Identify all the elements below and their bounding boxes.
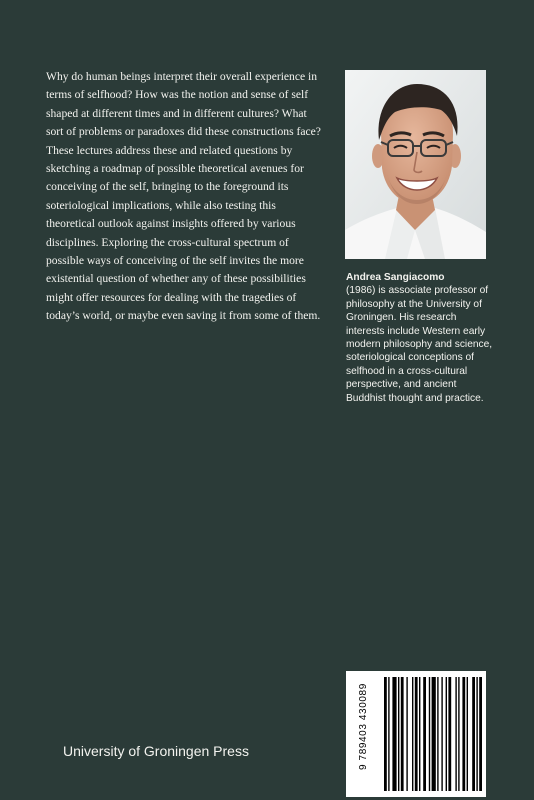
barcode-bar xyxy=(388,677,389,791)
barcode-bar xyxy=(423,677,426,791)
barcode-bar xyxy=(446,677,447,791)
barcode-bar xyxy=(467,677,468,791)
barcode-bar xyxy=(472,677,475,791)
barcode-bar xyxy=(448,677,451,791)
barcode-bar xyxy=(479,677,482,791)
barcode-bar xyxy=(455,677,456,791)
barcode-bar xyxy=(401,677,404,791)
barcode-bar xyxy=(437,677,438,791)
author-bio-text: (1986) is associate professor of philosophy at the University of Groningen. His research interests include Western early modern philosophy and science, soteriological conceptions of selfhood in a cross-cultural perspective, and ancient Buddhist thought and practice. xyxy=(346,285,493,404)
barcode-bar xyxy=(476,677,477,791)
barcode-bar xyxy=(432,677,436,791)
author-name: Andrea Sangiacomo xyxy=(346,272,445,283)
barcode-bar xyxy=(462,677,465,791)
author-portrait-photo xyxy=(345,70,486,259)
back-cover-blurb: Why do human beings interpret their overall experience in terms of selfhood? How was the notion and sense of self shaped at different times and in different cultures? What sort of problems or paradoxes did these constructions face? These lectures address these and related questions by sketching a roadmap of possible theoretical avenues for conceiving of the self, bringing to the foreground its soteriological implications, while also testing this theoretical outlook against insights offered by various disciplines. Exploring the cross-cultural spectrum of possible ways of conceiving of the self invites the more existential question of whether any of these possibilities might offer resources for dealing with the tragedies of today’s world, or maybe even saving it from some of them. xyxy=(46,70,321,323)
barcode-bar xyxy=(415,677,418,791)
barcode-bar xyxy=(406,677,407,791)
barcode-bar xyxy=(398,677,399,791)
barcode-bar xyxy=(384,677,387,791)
barcode-bar xyxy=(441,677,442,791)
isbn-barcode-digits xyxy=(358,752,388,770)
barcode-bar xyxy=(458,677,459,791)
author-bio xyxy=(346,271,494,405)
barcode-bar xyxy=(392,677,396,791)
barcode-bar xyxy=(429,677,430,791)
barcode-bar xyxy=(412,677,413,791)
barcode-bar xyxy=(419,677,420,791)
publisher-name: University of Groningen Press xyxy=(63,743,249,759)
